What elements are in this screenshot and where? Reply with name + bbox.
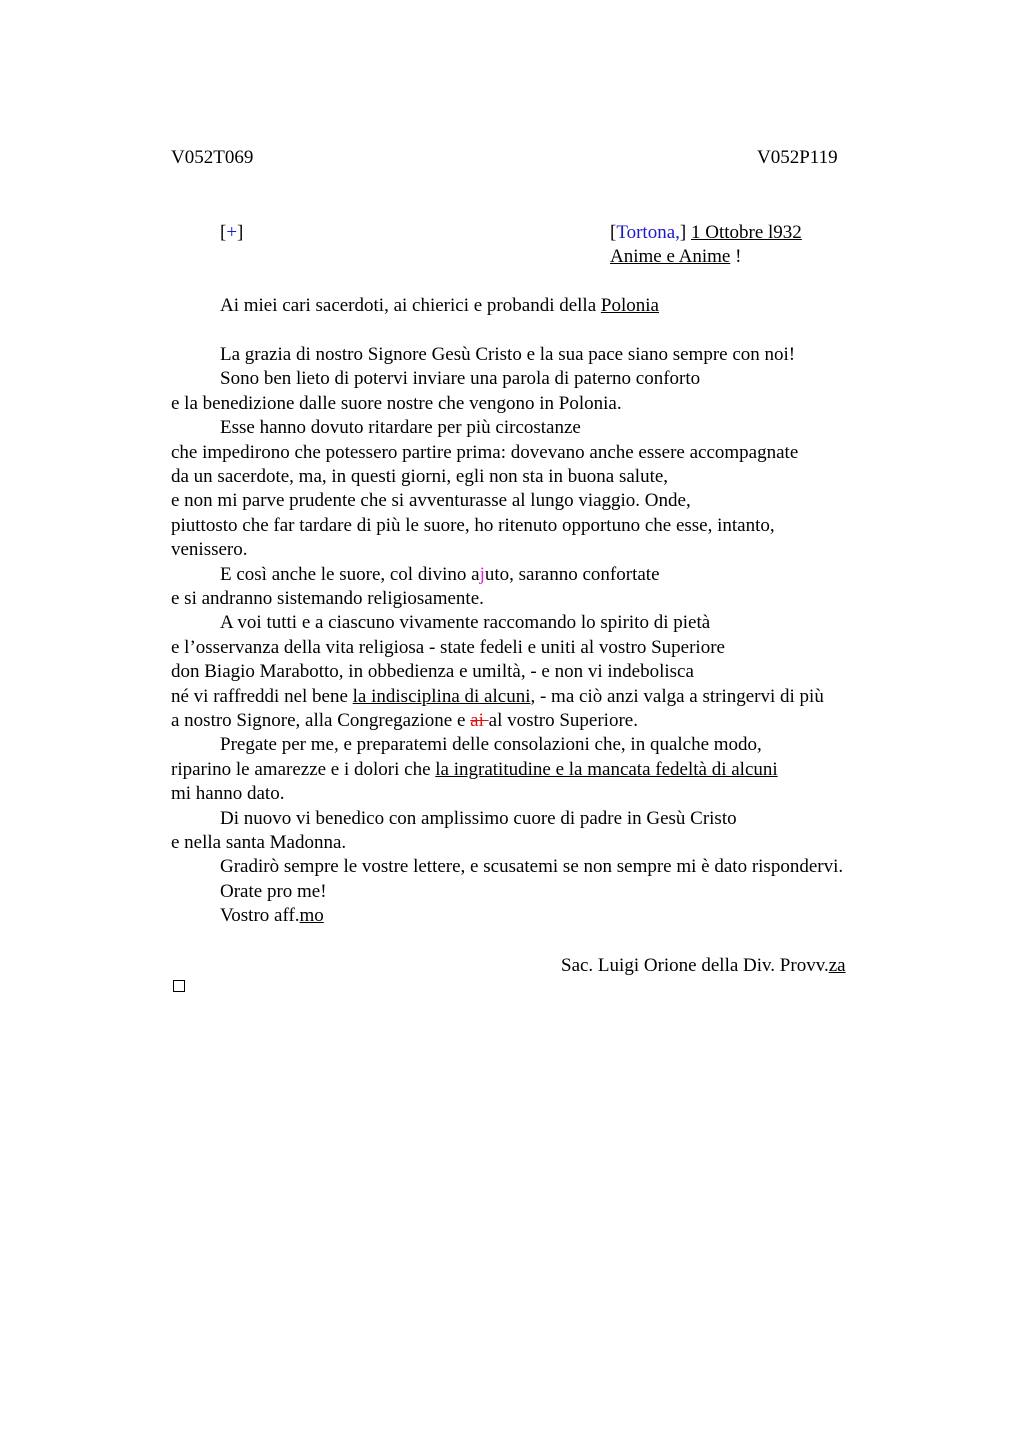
body-line: Orate pro me! bbox=[220, 881, 327, 902]
address-line bbox=[220, 294, 659, 318]
body-line: e l’osservanza della vita religiosa - state fedeli e uniti al vostro Superiore bbox=[171, 637, 725, 658]
text-fragment: E così anche le suore, col divino a bbox=[220, 564, 480, 585]
signature-suffix: za bbox=[828, 955, 846, 976]
body-line bbox=[171, 709, 638, 733]
address-country: Polonia bbox=[600, 295, 659, 316]
document-code-left: V052T069 bbox=[171, 147, 254, 168]
body-line: Gradirò sempre le vostre lettere, e scusatemi se non sempre mi è dato rispondervi. bbox=[220, 856, 844, 877]
body-line: piuttosto che far tardare di più le suore, ho ritenuto opportuno che esse, intanto, bbox=[171, 515, 775, 536]
body-line: don Biagio Marabotto, in obbedienza e umiltà, - e non vi indebolisca bbox=[171, 661, 694, 682]
text-fragment: , - ma ciò anzi valga a stringervi di più bbox=[530, 686, 824, 707]
bracket-open: [ bbox=[610, 222, 617, 243]
body-line: e la benedizione dalle suore nostre che vengono in Polonia. bbox=[171, 393, 622, 414]
body-line: La grazia di nostro Signore Gesù Cristo e la sua pace siano sempre con noi! bbox=[220, 344, 796, 365]
body-line: Esse hanno dovuto ritardare per più circostanze bbox=[220, 417, 581, 438]
body-line: A voi tutti e a ciascuno vivamente raccomando lo spirito di pietà bbox=[220, 612, 711, 633]
text-fragment: né vi raffreddi nel bene bbox=[171, 686, 353, 707]
cross-icon: + bbox=[226, 222, 238, 243]
bracket-close: ] bbox=[679, 222, 687, 243]
signature-text: Sac. Luigi Orione della Div. Provv. bbox=[561, 955, 829, 976]
body-line: da un sacerdote, ma, in questi giorni, egli non sta in buona salute, bbox=[171, 466, 669, 487]
body-line: Pregate per me, e preparatemi delle consolazioni che, in qualche modo, bbox=[220, 734, 762, 755]
text-fragment: uto, saranno confortate bbox=[484, 564, 660, 585]
cross-mark bbox=[220, 221, 243, 245]
place-name: Tortona, bbox=[616, 222, 680, 243]
body-line: e si andranno sistemando religiosamente. bbox=[171, 588, 484, 609]
motto-tail: ! bbox=[730, 246, 742, 267]
body-line: che impedirono che potessero partire prima: dovevano anche essere accompagnate bbox=[171, 442, 799, 463]
bracket-open: [ bbox=[220, 222, 227, 243]
corrected-letter: j bbox=[479, 564, 485, 585]
body-line bbox=[171, 685, 824, 709]
closing-suffix: mo bbox=[299, 905, 324, 926]
deleted-word: ai bbox=[470, 710, 489, 731]
document-code-right: V052P119 bbox=[757, 147, 838, 168]
bracket-close: ] bbox=[237, 222, 244, 243]
body-line: Sono ben lieto di potervi inviare una parola di paterno conforto bbox=[220, 368, 701, 389]
text-fragment: al vostro Superiore. bbox=[488, 710, 638, 731]
motto bbox=[610, 245, 741, 269]
motto-text: Anime e Anime bbox=[610, 246, 731, 267]
body-line: e nella santa Madonna. bbox=[171, 832, 347, 853]
underlined-phrase: la indisciplina di alcuni bbox=[352, 686, 531, 707]
address-text: Ai miei cari sacerdoti, ai chierici e probandi della bbox=[220, 295, 601, 316]
underlined-phrase: la ingratitudine e la mancata fedeltà di alcuni bbox=[435, 759, 778, 780]
body-line bbox=[220, 563, 660, 587]
body-line bbox=[171, 758, 778, 782]
place-date bbox=[610, 221, 802, 245]
letter-date: 1 Ottobre l932 bbox=[690, 222, 802, 243]
body-line: venissero. bbox=[171, 539, 248, 560]
text-fragment: riparino le amarezze e i dolori che bbox=[171, 759, 436, 780]
closing-text: Vostro aff. bbox=[220, 905, 300, 926]
square-icon bbox=[173, 980, 185, 992]
signature bbox=[561, 954, 846, 978]
text-fragment: a nostro Signore, alla Congregazione e bbox=[171, 710, 471, 731]
body-line: e non mi parve prudente che si avventurasse al lungo viaggio. Onde, bbox=[171, 490, 691, 511]
body-line: Di nuovo vi benedico con amplissimo cuore di padre in Gesù Cristo bbox=[220, 808, 737, 829]
body-line: mi hanno dato. bbox=[171, 783, 285, 804]
closing-line bbox=[220, 904, 324, 928]
